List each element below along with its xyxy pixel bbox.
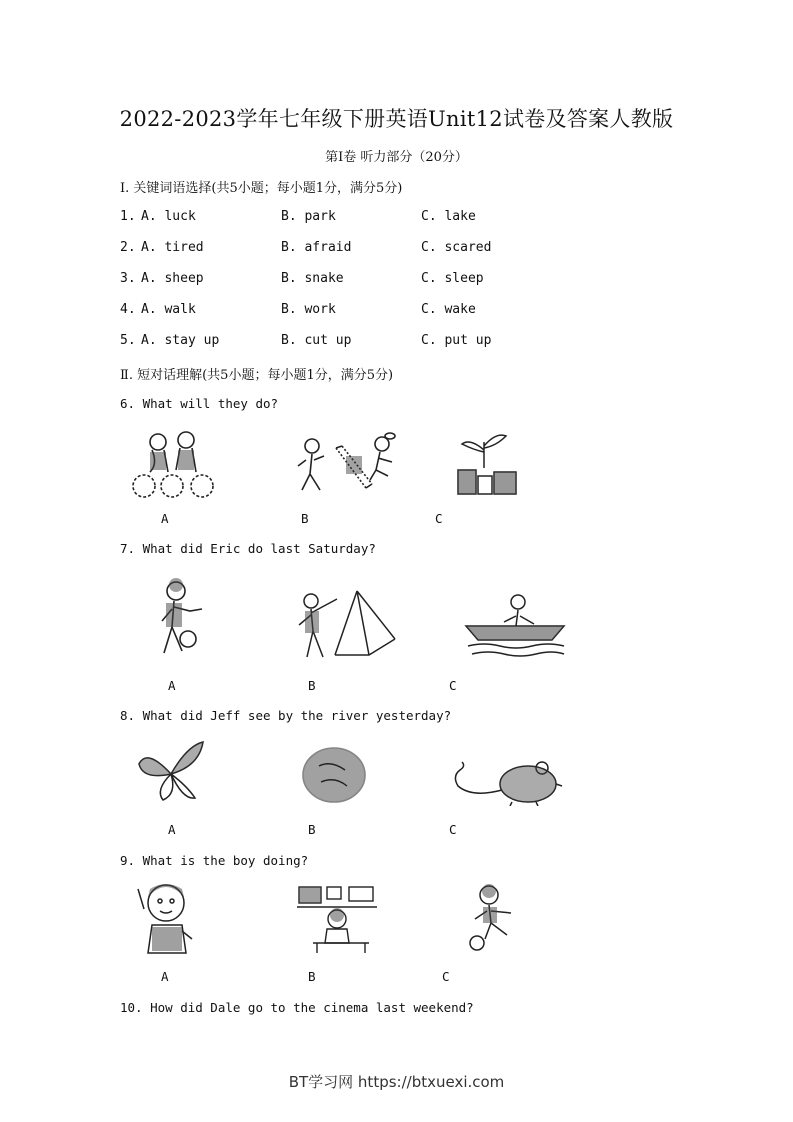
q9-label-c: C	[442, 969, 450, 984]
boy-at-desk-image	[297, 885, 377, 953]
page-title: 2022-2023学年七年级下册英语Unit12试卷及答案人教版	[119, 107, 674, 131]
q2-option-c: C. scared	[421, 240, 492, 255]
plant-in-pots-image	[456, 428, 518, 498]
children-riding-bikes-image	[130, 428, 215, 500]
q9-label-a: A	[161, 969, 169, 984]
q5-option-c: C. put up	[421, 333, 492, 348]
round-stone-image	[301, 746, 367, 804]
q3-option-b: B. snake	[281, 271, 344, 286]
badminton-players-image	[296, 432, 399, 496]
q2-option-a: A. tired	[141, 240, 204, 255]
butterfly-image	[137, 740, 207, 802]
q3-option-a: A. sheep	[141, 271, 204, 286]
q3-number: 3.	[120, 271, 136, 286]
q8-text: 8. What did Jeff see by the river yesterday?	[120, 708, 452, 723]
section-2-heading: Ⅱ. 短对话理解(共5小题；每小题1分，满分5分)	[120, 368, 394, 383]
q4-option-a: A. walk	[141, 302, 196, 317]
q5-number: 5.	[120, 333, 136, 348]
q8-label-b: B	[308, 822, 316, 837]
q8-label-c: C	[449, 822, 457, 837]
footer-watermark: BT学习网 https://btxuexi.com	[288, 1073, 505, 1091]
q7-label-a: A	[168, 678, 176, 693]
q3-option-c: C. sleep	[421, 271, 484, 286]
q4-option-b: B. work	[281, 302, 336, 317]
q8-label-a: A	[168, 822, 176, 837]
mouse-image	[452, 758, 564, 806]
q6-label-b: B	[301, 511, 309, 526]
q4-number: 4.	[120, 302, 136, 317]
q2-option-b: B. afraid	[281, 240, 352, 255]
part-subtitle: 第Ⅰ卷 听力部分（20分）	[325, 150, 468, 165]
q6-label-a: A	[161, 511, 169, 526]
q6-text: 6. What will they do?	[120, 396, 279, 411]
q7-label-c: C	[449, 678, 457, 693]
q1-option-b: B. park	[281, 209, 336, 224]
q2-number: 2.	[120, 240, 136, 255]
q5-option-b: B. cut up	[281, 333, 352, 348]
q7-label-b: B	[308, 678, 316, 693]
q1-option-c: C. lake	[421, 209, 476, 224]
q1-number: 1.	[120, 209, 136, 224]
q1-option-a: A. luck	[141, 209, 196, 224]
q7-text: 7. What did Eric do last Saturday?	[120, 541, 376, 556]
q4-option-c: C. wake	[421, 302, 476, 317]
q9-label-b: B	[308, 969, 316, 984]
boy-waving-image	[134, 879, 196, 955]
q10-text: 10. How did Dale go to the cinema last weekend?	[120, 1000, 474, 1015]
boy-putting-up-tent-image	[297, 585, 400, 663]
q9-text: 9. What is the boy doing?	[120, 853, 309, 868]
boy-in-boat-image	[464, 590, 567, 658]
q6-label-c: C	[435, 511, 443, 526]
section-1-heading: Ⅰ. 关键词语选择(共5小题；每小题1分，满分5分)	[120, 181, 403, 196]
boy-with-ball-image	[156, 577, 206, 659]
boy-kicking-ball-image	[465, 883, 519, 953]
q5-option-a: A. stay up	[141, 333, 220, 348]
